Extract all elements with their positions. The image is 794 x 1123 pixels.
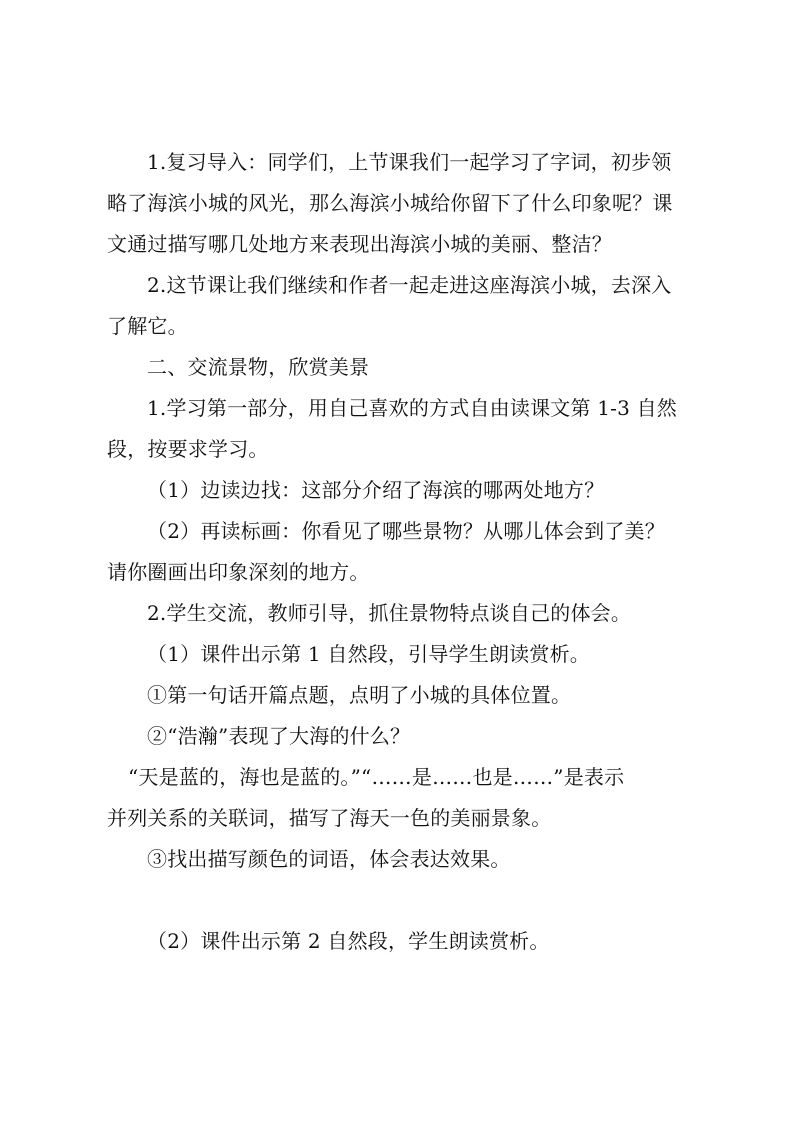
paragraph-line-15: ②“浩瀚”表现了大海的什么？ <box>147 724 411 748</box>
paragraph-line-3: 文通过描写哪几处地方来表现出海滨小城的美丽、整洁？ <box>107 232 612 256</box>
paragraph-line-14: ①第一句话开篇点题，点明了小城的具体位置。 <box>147 683 572 707</box>
paragraph-line-12: 2.学生交流，教师引导，抓住景物特点谈自己的体会。 <box>147 601 632 625</box>
paragraph-line-16: “天是蓝的，海也是蓝的。”“……是……也是……”是表示 <box>128 765 625 789</box>
paragraph-line-19: （2）课件出示第 2 自然段，学生朗读赏析。 <box>147 929 550 953</box>
paragraph-line-5: 了解它。 <box>107 314 188 338</box>
paragraph-line-17: 并列关系的关联词，描写了海天一色的美丽景象。 <box>107 806 552 830</box>
section-heading: 二、交流景物，欣赏美景 <box>147 355 370 379</box>
paragraph-line-7: 1.学习第一部分，用自己喜欢的方式自由读课文第 1-3 自然 <box>147 396 678 420</box>
paragraph-line-4: 2.这节课让我们继续和作者一起走进这座海滨小城，去深入 <box>147 273 672 297</box>
paragraph-line-2: 略了海滨小城的风光，那么海滨小城给你留下了什么印象呢？课 <box>107 191 673 215</box>
paragraph-line-1: 1.复习导入：同学们，上节课我们一起学习了字词，初步领 <box>147 150 672 174</box>
paragraph-line-9: （1）边读边找：这部分介绍了海滨的哪两处地方？ <box>147 478 605 502</box>
paragraph-line-18: ③找出描写颜色的词语，体会表达效果。 <box>147 847 511 871</box>
paragraph-line-13: （1）课件出示第 1 自然段，引导学生朗读赏析。 <box>147 642 590 666</box>
paragraph-line-8: 段，按要求学习。 <box>107 437 269 461</box>
paragraph-line-11: 请你圈画出印象深刻的地方。 <box>107 560 370 584</box>
paragraph-line-10: （2）再读标画：你看见了哪些景物？从哪儿体会到了美？ <box>147 519 665 543</box>
